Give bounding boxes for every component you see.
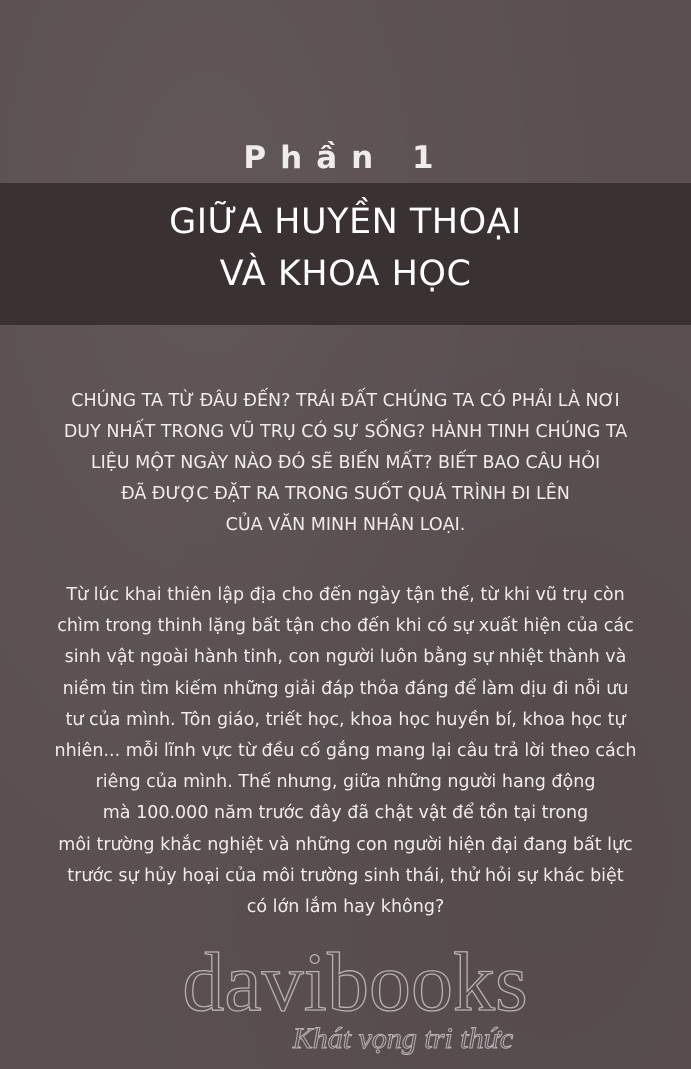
chapter-title — [0, 196, 691, 300]
intro-paragraph — [0, 386, 691, 541]
chapter-title-line-2: VÀ KHOA HỌC — [219, 254, 472, 294]
body-line: sinh vật ngoài hành tinh, con người luôn bằng sự nhiệt thành và — [64, 647, 627, 668]
intro-line: ĐÃ ĐƯỢC ĐẶT RA TRONG SUỐT QUÁ TRÌNH ĐI LÊN — [121, 484, 570, 504]
body-line: môi trường khắc nghiệt và những con người hiện đại đang bất lực — [58, 834, 633, 855]
body-paragraph — [0, 580, 691, 923]
body-line: Từ lúc khai thiên lập địa cho đến ngày tận thế, từ khi vũ trụ còn — [66, 585, 625, 605]
intro-line: DUY NHẤT TRONG VŨ TRỤ CÓ SỰ SỐNG? HÀNH TINH CHÚNG TA — [63, 422, 628, 442]
body-line: trước sự hủy hoại của môi trường sinh thái, thử hỏi sự khác biệt — [67, 865, 624, 886]
davibooks-watermark — [145, 930, 565, 1060]
body-line: chìm trong thinh lặng bất tận cho đến khi có sự xuất hiện của các — [57, 616, 634, 637]
watermark-tagline-text: Khát vọng tri thức — [292, 1022, 514, 1055]
intro-line: CỦA VĂN MINH NHÂN LOẠI. — [225, 515, 466, 535]
watermark-brand-text: davibooks — [182, 936, 528, 1029]
body-line: có lớn lắm hay không? — [246, 897, 445, 918]
intro-line: CHÚNG TA TỪ ĐÂU ĐẾN? TRÁI ĐẤT CHÚNG TA CÓ PHẢI LÀ NƠI — [71, 391, 620, 411]
watermark-logo — [145, 930, 565, 1060]
body-line: tư của mình. Tôn giáo, triết học, khoa học huyền bí, khoa học tự — [65, 709, 626, 730]
body-line: riêng của mình. Thế nhưng, giữa những người hang động — [95, 772, 596, 793]
chapter-title-line-1: GIỮA HUYỀN THOẠI — [169, 202, 522, 242]
body-line: niềm tin tìm kiếm những giải đáp thỏa đáng để làm dịu đi nỗi ưu — [62, 678, 629, 699]
body-line: nhiên... mỗi lĩnh vực từ đều cố gắng mang lại câu trả lời theo cách — [54, 741, 637, 762]
body-line: mà 100.000 năm trước đây đã chật vật để tồn tại trong — [102, 803, 589, 824]
part-label: Phần 1 — [243, 140, 448, 176]
intro-line: LIỆU MỘT NGÀY NÀO ĐÓ SẼ BIẾN MẤT? BIẾT BAO CÂU HỎI — [90, 453, 601, 473]
